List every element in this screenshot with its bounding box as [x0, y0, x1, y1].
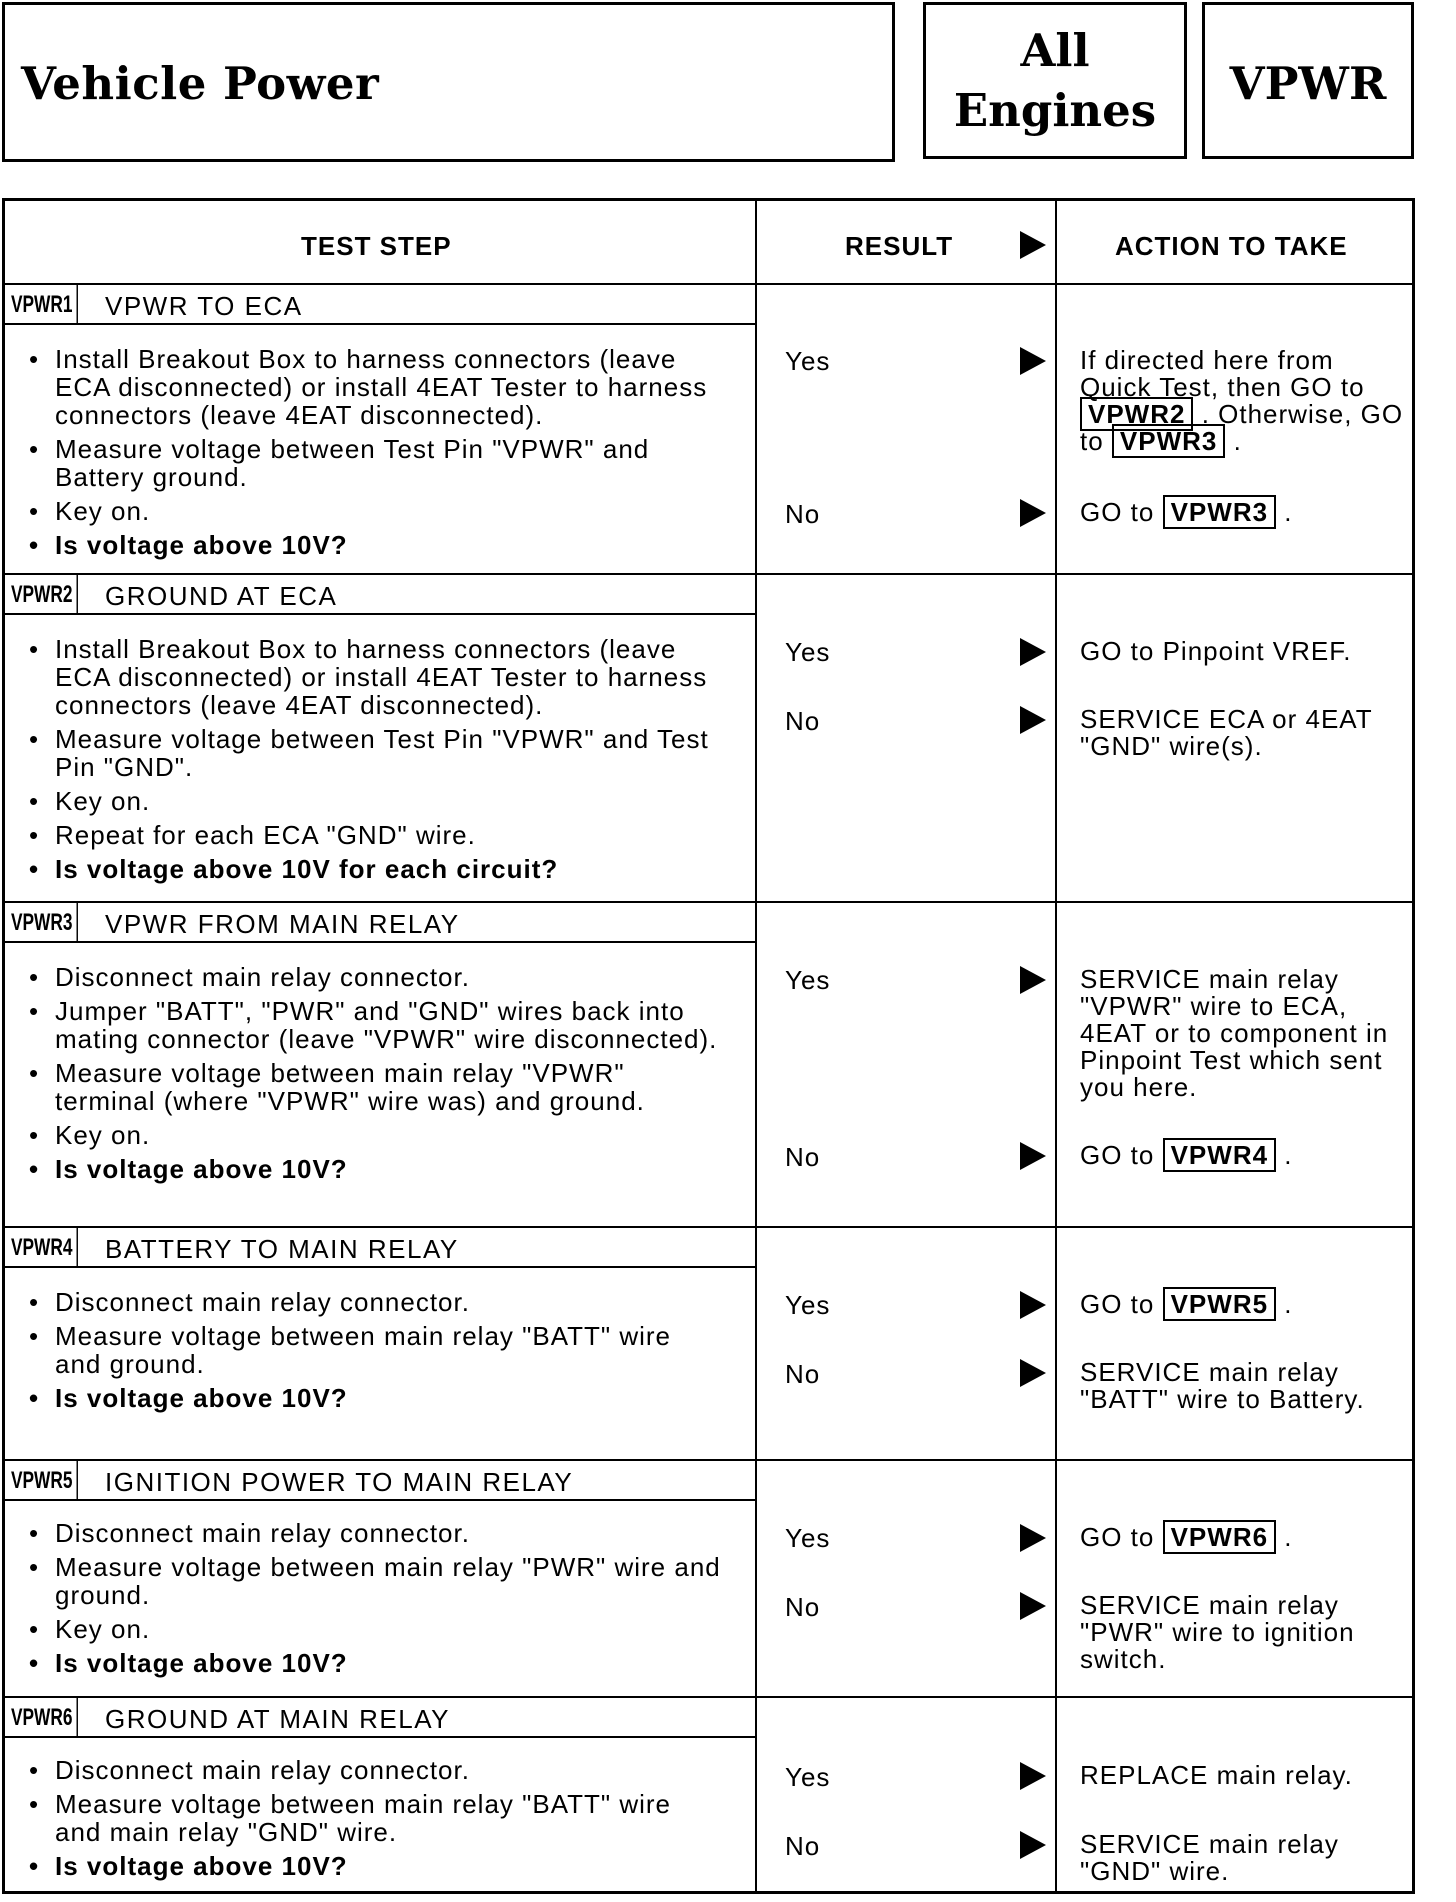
arrow-icon — [1020, 1831, 1046, 1859]
action-yes: GO to Pinpoint VREF. — [1080, 636, 1352, 666]
test-step-vpwr4 — [5, 1228, 755, 1459]
action-yes: SERVICE main relay "VPWR" wire to ECA, 4EAT or to component in Pinpoint Test which sent you here. — [1080, 964, 1389, 1102]
arrow-icon — [1020, 706, 1046, 734]
engines-line-1: All — [1020, 24, 1090, 77]
step-code: VPWR1 — [11, 285, 78, 323]
action-no — [1080, 499, 1410, 526]
step-name: GROUND AT MAIN RELAY — [105, 1704, 450, 1734]
result-yes: Yes — [785, 637, 831, 667]
result-no: No — [785, 706, 821, 736]
action-text: . — [1284, 1140, 1293, 1170]
action-text: GO to — [1080, 1289, 1155, 1319]
instruction: • Key on. — [25, 787, 725, 815]
arrow-icon — [1020, 638, 1046, 666]
instruction: • Measure voltage between Test Pin "VPWR" and Test Pin "GND". — [25, 725, 725, 781]
action-no: SERVICE main relay "PWR" wire to ignition switch. — [1080, 1590, 1355, 1674]
instruction: • Disconnect main relay connector. — [25, 1756, 725, 1784]
result-yes: Yes — [785, 965, 831, 995]
test-step-vpwr2 — [5, 575, 755, 901]
arrow-icon — [1020, 1592, 1046, 1620]
step-question: • Is voltage above 10V? — [25, 1649, 725, 1677]
instruction: • Key on. — [25, 1615, 725, 1643]
action-text: If directed here from Quick Test, then GO to — [1080, 345, 1365, 402]
step-title-row — [5, 1228, 757, 1268]
step-reference: VPWR6 — [1163, 1520, 1276, 1554]
step-title-row — [5, 575, 757, 615]
instruction: • Key on. — [25, 1121, 725, 1149]
step-title-row — [5, 903, 757, 943]
instruction: • Disconnect main relay connector. — [25, 963, 725, 991]
action-text: . — [1284, 1289, 1293, 1319]
step-title-row — [5, 285, 757, 325]
section-code: VPWR — [1229, 57, 1387, 110]
instruction: • Measure voltage between main relay "BATT" wire and ground. — [25, 1322, 725, 1378]
step-name: GROUND AT ECA — [105, 581, 338, 611]
instruction: • Disconnect main relay connector. — [25, 1519, 725, 1547]
instruction: • Measure voltage between Test Pin "VPWR" and Battery ground. — [25, 435, 725, 491]
result-yes: Yes — [785, 346, 831, 376]
action-yes: REPLACE main relay. — [1080, 1760, 1353, 1790]
result-no: No — [785, 1592, 821, 1622]
step-instructions — [25, 963, 725, 1189]
test-table — [2, 198, 1415, 1894]
action-yes — [1080, 1291, 1410, 1318]
column-divider — [1055, 201, 1057, 1891]
step-name: IGNITION POWER TO MAIN RELAY — [105, 1467, 574, 1497]
arrow-icon — [1020, 1762, 1046, 1790]
arrow-icon — [1020, 1359, 1046, 1387]
step-reference: VPWR3 — [1112, 424, 1225, 458]
action-text: . — [1233, 426, 1242, 456]
code-box — [1202, 2, 1414, 159]
action-yes — [1080, 347, 1410, 455]
arrow-icon — [1020, 1142, 1046, 1170]
action-no: SERVICE main relay "BATT" wire to Battery. — [1080, 1357, 1365, 1414]
action-no — [1080, 1142, 1410, 1169]
result-no: No — [785, 499, 821, 529]
arrow-icon — [1020, 347, 1046, 375]
step-question: • Is voltage above 10V? — [25, 1384, 725, 1412]
title-box — [2, 2, 895, 162]
step-name: BATTERY TO MAIN RELAY — [105, 1234, 459, 1264]
action-text: . Otherwise, GO to — [1080, 399, 1404, 456]
column-divider — [755, 201, 757, 1891]
step-instructions — [25, 1519, 725, 1683]
step-title-row — [5, 1461, 757, 1501]
action-yes — [1080, 1524, 1410, 1551]
instruction: • Jumper "BATT", "PWR" and "GND" wires back into mating connector (leave "VPWR" wire disconnected). — [25, 997, 725, 1053]
arrow-icon — [1020, 1291, 1046, 1319]
instruction: • Repeat for each ECA "GND" wire. — [25, 821, 725, 849]
arrow-icon — [1020, 231, 1046, 259]
step-instructions — [25, 635, 725, 889]
step-instructions — [25, 1756, 725, 1886]
step-reference: VPWR4 — [1163, 1138, 1276, 1172]
action-no: SERVICE ECA or 4EAT "GND" wire(s). — [1080, 704, 1373, 761]
engines-box — [923, 2, 1187, 159]
step-reference: VPWR5 — [1163, 1287, 1276, 1321]
action-text: . — [1284, 1522, 1293, 1552]
step-name: VPWR TO ECA — [105, 291, 303, 321]
test-step-vpwr5 — [5, 1461, 755, 1696]
step-code: VPWR5 — [11, 1461, 78, 1499]
col-header-action: ACTION TO TAKE — [1115, 231, 1348, 261]
step-code: VPWR3 — [11, 903, 78, 941]
arrow-icon — [1020, 1524, 1046, 1552]
step-reference: VPWR3 — [1163, 495, 1276, 529]
step-code: VPWR6 — [11, 1698, 78, 1736]
test-step-vpwr6 — [5, 1698, 755, 1888]
result-yes: Yes — [785, 1523, 831, 1553]
step-question: • Is voltage above 10V for each circuit? — [25, 855, 725, 883]
instruction: • Install Breakout Box to harness connectors (leave ECA disconnected) or install 4EAT Tester to harness connectors (leave 4EAT disconnected). — [25, 635, 725, 719]
engines-line-2: Engines — [953, 84, 1157, 137]
result-no: No — [785, 1359, 821, 1389]
action-text: . — [1284, 497, 1293, 527]
instruction: • Disconnect main relay connector. — [25, 1288, 725, 1316]
col-header-test-step: TEST STEP — [301, 231, 452, 261]
step-title-row — [5, 1698, 757, 1738]
result-no: No — [785, 1831, 821, 1861]
step-instructions — [25, 345, 725, 565]
action-text: GO to — [1080, 497, 1155, 527]
instruction: • Measure voltage between main relay "VPWR" terminal (where "VPWR" wire was) and ground. — [25, 1059, 725, 1115]
result-yes: Yes — [785, 1762, 831, 1792]
arrow-icon — [1020, 499, 1046, 527]
instruction: • Measure voltage between main relay "BATT" wire and main relay "GND" wire. — [25, 1790, 725, 1846]
action-text: GO to — [1080, 1522, 1155, 1552]
step-question: • Is voltage above 10V? — [25, 1155, 725, 1183]
step-code: VPWR2 — [11, 575, 78, 613]
page-title: Vehicle Power — [21, 57, 380, 110]
instruction: • Key on. — [25, 497, 725, 525]
instruction: • Install Breakout Box to harness connectors (leave ECA disconnected) or install 4EAT Tester to harness connectors (leave 4EAT disconnected). — [25, 345, 725, 429]
test-step-vpwr1 — [5, 285, 755, 573]
step-reference: VPWR2 — [1080, 397, 1193, 431]
result-yes: Yes — [785, 1290, 831, 1320]
result-no: No — [785, 1142, 821, 1172]
step-name: VPWR FROM MAIN RELAY — [105, 909, 460, 939]
test-step-vpwr3 — [5, 903, 755, 1226]
instruction: • Measure voltage between main relay "PWR" wire and ground. — [25, 1553, 725, 1609]
arrow-icon — [1020, 966, 1046, 994]
step-question: • Is voltage above 10V? — [25, 1852, 725, 1880]
step-code: VPWR4 — [11, 1228, 78, 1266]
col-header-result: RESULT — [845, 231, 954, 261]
step-question: • Is voltage above 10V? — [25, 531, 725, 559]
step-instructions — [25, 1288, 725, 1418]
action-text: GO to — [1080, 1140, 1155, 1170]
action-no: SERVICE main relay "GND" wire. — [1080, 1829, 1339, 1886]
